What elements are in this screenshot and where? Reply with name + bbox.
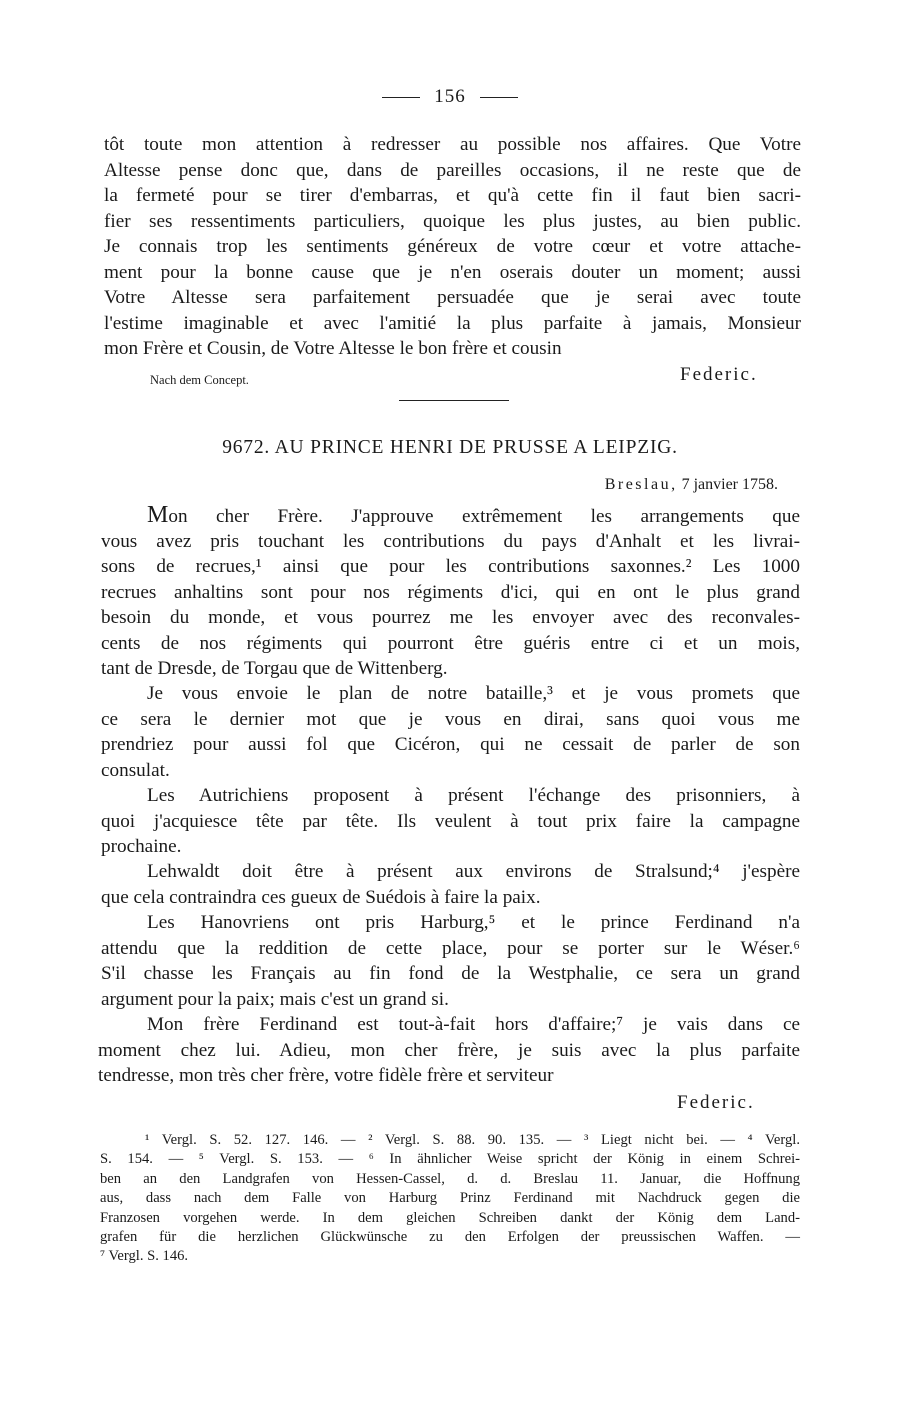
text-line: ce sera le dernier mot que je vous en dirai, sans quoi vous me <box>101 708 800 730</box>
letter-paragraph-3 <box>101 783 800 860</box>
text-line: sons de recrues,¹ ainsi que pour les contributions saxonnes.² Les 1000 <box>101 556 800 577</box>
text-line: Je vous envoie le plan de notre bataille,³ et je vous promets que <box>147 683 800 704</box>
header-dash-right <box>480 97 518 98</box>
text-line: mon Frère et Cousin, de Votre Altesse le bon frère et cousin <box>104 338 562 359</box>
letter-paragraph-4 <box>101 859 800 910</box>
footnote-line: Franzosen vorgehen werde. In dem gleichen Schreiben dankt der König dem Land- <box>100 1209 800 1226</box>
text-line: ment pour la bonne cause que je n'en oserais douter un moment; aussi <box>104 261 801 283</box>
text-line: consulat. <box>101 759 170 781</box>
text-line: Altesse pense donc que, dans de pareilles occasions, il ne reste que de <box>104 159 801 181</box>
text-line: cents de nos régiments qui pourront être guéris entre ci et un mois, <box>101 632 800 654</box>
section-divider <box>399 400 509 401</box>
text-line: tant de Dresde, de Torgau que de Wittenberg. <box>101 658 448 679</box>
text-line: besoin du monde, et vous pourrez me les envoyer avec des reconvales- <box>101 607 800 628</box>
text-line: la fermeté pour se tirer d'embarras, et qu'à cette fin il faut bien sacri- <box>104 185 801 206</box>
dateline-date: 7 janvier 1758. <box>681 476 778 493</box>
text-line: prochaine. <box>101 836 182 857</box>
footnote-line: aus, dass nach dem Falle von Harburg Prinz Ferdinand mit Nachdruck gegen die <box>100 1190 800 1207</box>
text-line: vous avez pris touchant les contributions du pays d'Anhalt et les livrai- <box>101 530 800 552</box>
text-line: S'il chasse les Français au fin fond de la Westphalie, ce sera un grand <box>101 963 800 984</box>
signature-second: Federic. <box>677 1092 755 1113</box>
header-dash-left <box>382 97 420 98</box>
text-line: recrues anhaltins sont pour nos régiments d'ici, qui en ont le plus grand <box>101 581 800 603</box>
footnote-line: ⁷ Vergl. S. 146. <box>100 1248 189 1265</box>
text-line: Votre Altesse sera parfaitement persuadée que je serai avec toute <box>104 287 801 308</box>
text-line: tôt toute mon attention à redresser au possible nos affaires. Que Votre <box>104 134 801 155</box>
text-line: Les Autrichiens proposent à présent l'échange des prisonniers, à <box>147 785 800 806</box>
dateline <box>605 476 778 494</box>
initial-capital: M <box>147 502 169 528</box>
page-number-header <box>0 86 900 108</box>
text-line: Les Hanovriens ont pris Harburg,⁵ et le prince Ferdinand n'a <box>147 912 800 933</box>
text-line: quoi j'acquiesce tête par tête. Ils veulent à tout prix faire la campagne <box>101 810 800 832</box>
signature-first: Federic. <box>680 364 758 385</box>
source-note: Nach dem Concept. <box>150 373 249 387</box>
salutation-line: on cher Frère. J'approuve extrêmement les arrangements que <box>168 506 800 527</box>
text-line: prendriez pour aussi fol que Cicéron, qui ne cessait de parler de son <box>101 734 800 755</box>
text-line <box>101 503 800 529</box>
text-line: Mon frère Ferdinand est tout-à-fait hors d'affaire;⁷ je vais dans ce <box>147 1014 800 1035</box>
text-line: que cela contraindra ces gueux de Suédois à faire la paix. <box>101 886 541 908</box>
footnote-line: ben an den Landgrafen von Hessen-Cassel, d. d. Breslau 11. Januar, die Hoffnung <box>100 1170 800 1187</box>
letter-heading: 9672. AU PRINCE HENRI DE PRUSSE A LEIPZIG. <box>222 437 678 458</box>
footnote-line: ¹ Vergl. S. 52. 127. 146. — ² Vergl. S. 88. 90. 135. — ³ Liegt nicht bei. — ⁴ Vergl. <box>145 1132 800 1148</box>
text-line: Lehwaldt doit être à présent aux environs de Stralsund;⁴ j'espère <box>147 861 800 882</box>
text-line: Je connais trop les sentiments généreux de votre cœur et votre attache- <box>104 236 801 257</box>
letter-paragraph-6 <box>98 1012 800 1089</box>
text-line: l'estime imaginable et avec l'amitié la plus parfaite à jamais, Monsieur <box>104 312 801 334</box>
letter-paragraph-2 <box>101 681 800 783</box>
letter-paragraph-5 <box>101 910 800 1012</box>
opening-paragraph <box>104 132 801 362</box>
text-line: tendresse, mon très cher frère, votre fidèle frère et serviteur <box>98 1065 554 1086</box>
text-line: attendu que la reddition de cette place, pour se porter sur le Wéser.⁶ <box>101 937 800 959</box>
dateline-place: Breslau, <box>604 476 678 493</box>
text-line: moment chez lui. Adieu, mon cher frère, je suis avec la plus parfaite <box>98 1039 800 1061</box>
text-line: fier ses ressentiments particuliers, quoique les plus justes, au bien public. <box>104 210 801 232</box>
letter-paragraph-1 <box>101 503 800 682</box>
text-line: argument pour la paix; mais c'est un grand si. <box>101 988 449 1010</box>
footnote-line: grafen für die herzlichen Glückwünsche zu den Erfolgen der preussischen Waffen. — <box>100 1228 800 1245</box>
footnotes <box>100 1131 800 1267</box>
footnote-line: S. 154. — ⁵ Vergl. S. 153. — ⁶ In ähnlicher Weise spricht der König in einem Schrei- <box>100 1151 800 1168</box>
page-number: 156 <box>434 86 466 107</box>
